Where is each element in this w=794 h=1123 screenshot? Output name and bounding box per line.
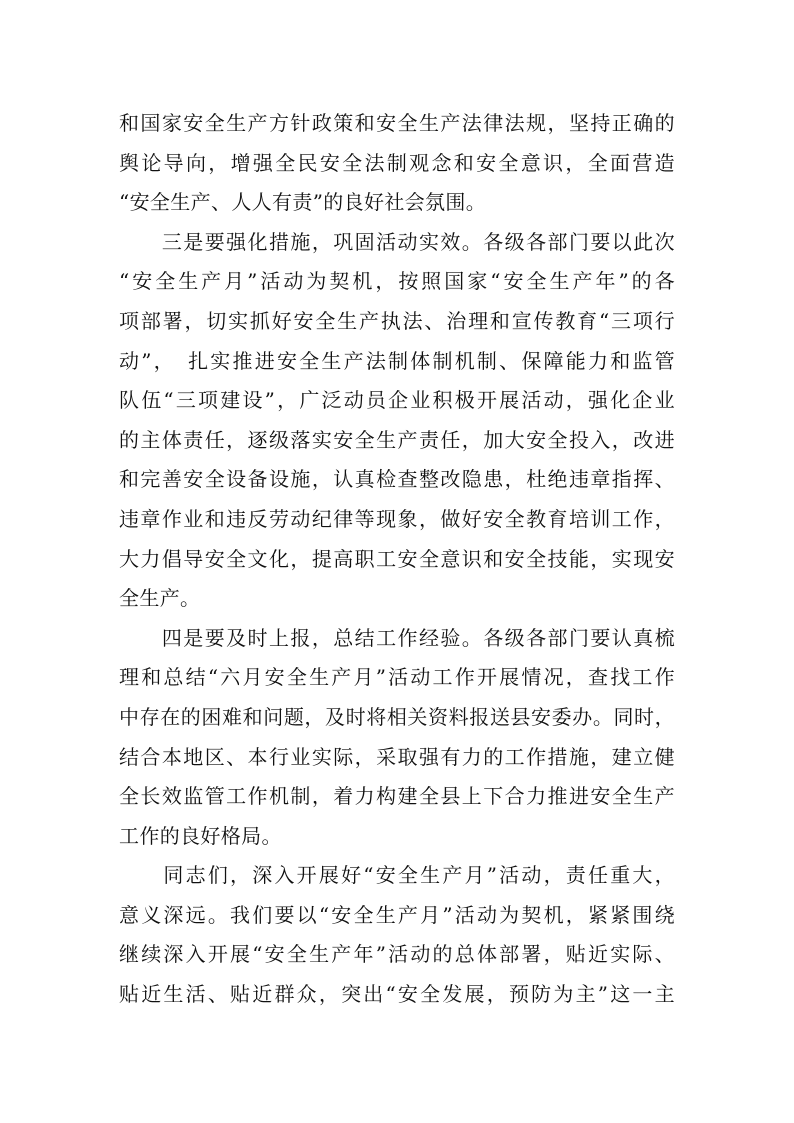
text-line-7: 动”， 扎实推进安全生产法制体制机制、保障能力和监管 <box>119 348 675 373</box>
text-line-15: 理和总结“六月安全生产月”活动工作开展情况，查找工作 <box>119 665 675 690</box>
text-line-5: “安全生产月”活动为契机，按照国家“安全生产年”的各 <box>119 269 675 294</box>
text-line-14: 四是要及时上报，总结工作经验。各级各部门要认真梳 <box>119 625 675 650</box>
text-line-1: 和国家安全生产方针政策和安全生产法律法规，坚持正确的 <box>119 111 675 135</box>
text-line-18: 全长效监管工作机制，着力构建全县上下合力推进安全生产 <box>119 784 675 809</box>
text-line-9: 的主体责任，逐级落实安全生产责任，加大安全投入，改进 <box>119 427 675 452</box>
text-line-20: 同志们，深入开展好“安全生产月”活动，责任重大， <box>119 863 675 888</box>
text-line-3: “安全生产、人人有责”的良好社会氛围。 <box>119 190 487 215</box>
text-line-13: 全生产。 <box>119 586 201 611</box>
text-line-23: 贴近生活、贴近群众，突出“安全发展，预防为主”这一主 <box>119 982 675 1007</box>
text-line-2: 舆论导向，增强全民安全法制观念和安全意识，全面营造 <box>119 150 675 175</box>
text-line-8: 队伍“三项建设”，广泛动员企业积极开展活动，强化企业 <box>119 388 675 413</box>
document-body <box>119 104 675 1015</box>
text-line-22: 继续深入开展“安全生产年”活动的总体部署，贴近实际、 <box>119 942 675 967</box>
text-line-11: 违章作业和违反劳动纪律等现象，做好安全教育培训工作， <box>119 506 675 531</box>
text-line-12: 大力倡导安全文化，提高职工安全意识和安全技能，实现安 <box>119 546 675 571</box>
text-line-16: 中存在的困难和问题，及时将相关资料报送县安委办。同时， <box>119 704 675 729</box>
text-line-6: 项部署，切实抓好安全生产执法、治理和宣传教育“三项行 <box>119 308 675 333</box>
text-line-4: 三是要强化措施，巩固活动实效。各级各部门要以此次 <box>119 229 675 254</box>
text-line-10: 和完善安全设备设施，认真检查整改隐患，杜绝违章指挥、 <box>119 467 675 492</box>
text-line-17: 结合本地区、本行业实际，采取强有力的工作措施，建立健 <box>119 744 675 769</box>
text-line-19: 工作的良好格局。 <box>119 823 282 848</box>
text-line-21: 意义深远。我们要以“安全生产月”活动为契机，紧紧围绕 <box>119 902 675 927</box>
